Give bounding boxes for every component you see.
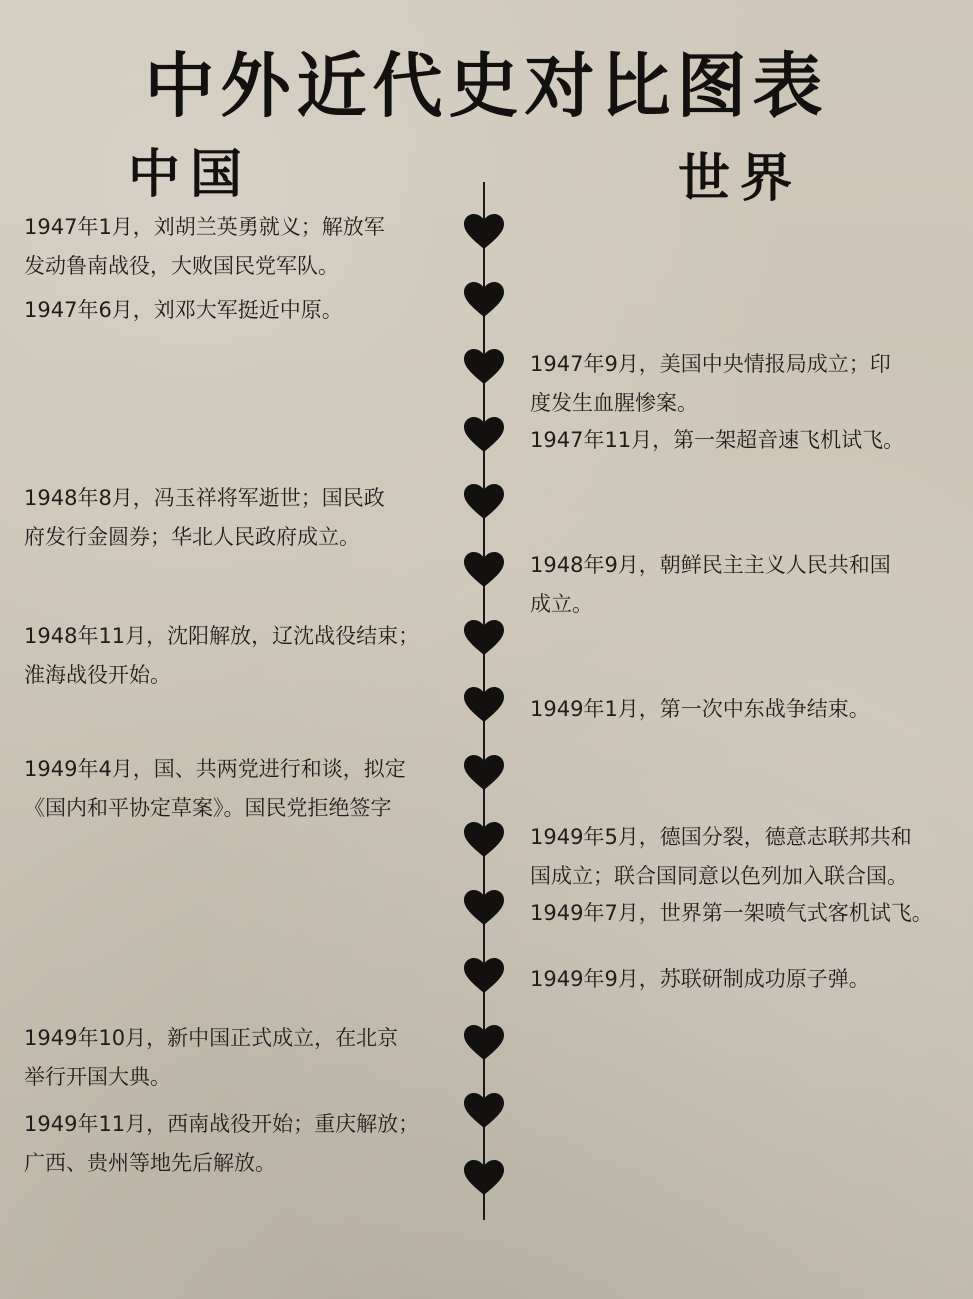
event-text: 府发行金圆券；华北人民政府成立。 [24,524,360,549]
china-event [24,479,454,556]
heart-icon [464,620,504,656]
event-text: 1947年9月，美国中央情报局成立；印 [530,352,891,376]
event-text: 度发生血腥惨案。 [530,390,698,415]
heart-icon [464,1160,504,1196]
world-event [530,818,965,895]
event-text: 1949年10月，新中国正式成立，在北京 [24,1026,399,1050]
china-event [24,291,454,330]
event-text: 1948年8月，冯玉祥将军逝世；国民政 [24,486,385,510]
heart-icon [464,1093,504,1129]
event-text: 淮海战役开始。 [24,662,171,687]
heart-icon [464,755,504,791]
heart-icon [464,890,504,926]
china-event [24,750,454,827]
world-event [530,894,965,933]
world-event [530,345,965,422]
event-text: 1949年4月，国、共两党进行和谈，拟定 [24,757,406,781]
world-event [530,960,965,999]
column-heading-world: 世界 [678,148,803,209]
china-event [24,1105,454,1182]
event-text: 发动鲁南战役，大败国民党军队。 [24,253,339,278]
event-text: 1949年5月，德国分裂，德意志联邦共和 [530,825,912,849]
heart-icon [464,1025,504,1061]
china-event [24,617,454,694]
world-event [530,546,965,623]
event-text: 1947年11月，第一架超音速飞机试飞。 [530,428,905,452]
heart-icon [464,822,504,858]
world-event [530,690,965,729]
column-heading-china: 中国 [128,144,253,205]
event-text: 1948年9月，朝鲜民主主义人民共和国 [530,553,891,577]
heart-icon [464,958,504,994]
page-title: 中外近代史对比图表 [144,44,829,127]
event-text: 国成立；联合国同意以色列加入联合国。 [530,863,908,888]
event-text: 成立。 [530,591,593,616]
event-text: 《国内和平协定草案》。国民党拒绝签字 [24,795,392,820]
heart-icon [464,687,504,723]
heart-icon [464,214,504,250]
event-text: 1949年11月，西南战役开始；重庆解放； [24,1112,420,1136]
world-event [530,421,965,460]
heart-icon [464,417,504,453]
event-text: 广西、贵州等地先后解放。 [24,1150,276,1175]
event-text: 举行开国大典。 [24,1064,171,1089]
event-text: 1949年7月，世界第一架喷气式客机试飞。 [530,901,933,925]
china-event [24,1019,454,1096]
heart-icon [464,552,504,588]
heart-icon [464,349,504,385]
china-event [24,208,454,285]
event-text: 1947年6月，刘邓大军挺近中原。 [24,298,343,322]
event-text: 1949年9月，苏联研制成功原子弹。 [530,967,870,991]
event-text: 1947年1月，刘胡兰英勇就义；解放军 [24,215,385,239]
heart-icon [464,484,504,520]
event-text: 1948年11月，沈阳解放，辽沈战役结束； [24,624,420,648]
event-text: 1949年1月，第一次中东战争结束。 [530,697,870,721]
heart-icon [464,282,504,318]
